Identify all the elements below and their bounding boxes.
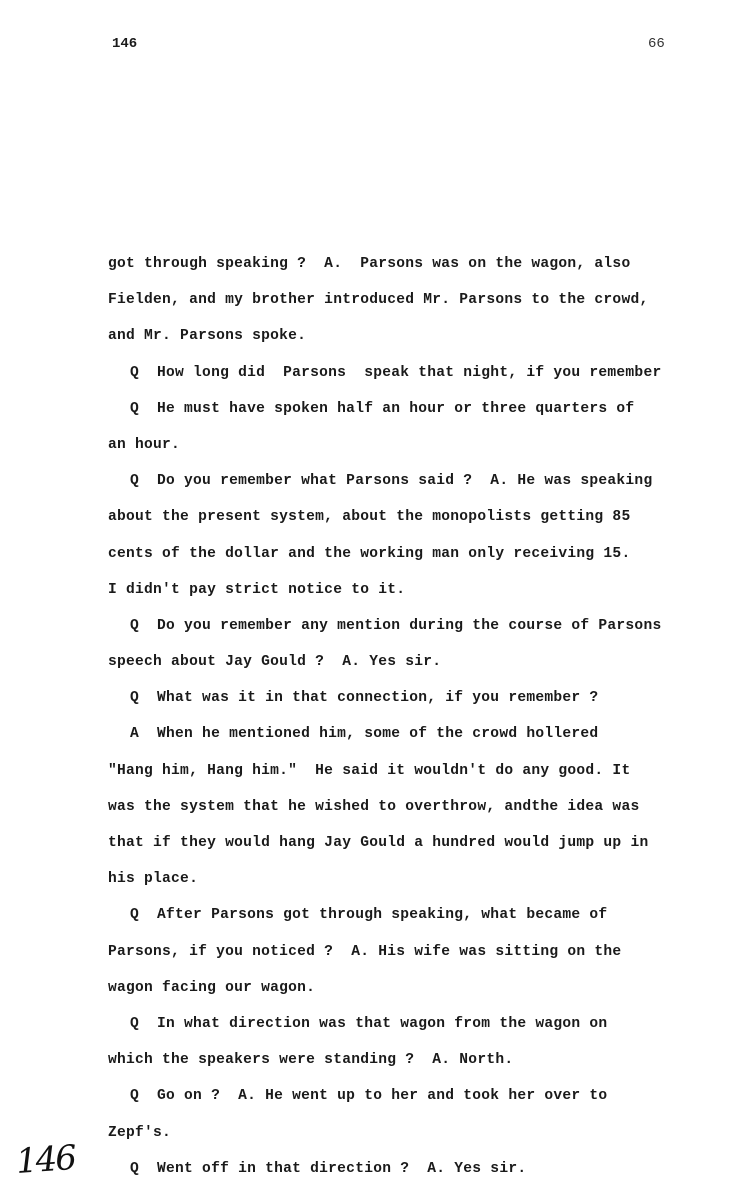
transcript-line: got through speaking ? A. Parsons was on the wagon, also [108,256,631,272]
transcript-line: about the present system, about the monopolists getting 85 [108,509,631,526]
transcript-line: an hour. [108,436,181,453]
transcript-line: was the system that he wished to overthrow, andthe idea was [108,798,640,815]
transcript-line: Fielden, and my brother introduced Mr. Parsons to the crowd, [108,292,649,309]
page-number-right: 66 [648,36,665,52]
transcript-body [108,253,708,1194]
transcript-line: Q Go on ? A. He went up to her and took her over to [130,1088,608,1105]
transcript-line: Q In what direction was that wagon from the wagon on [130,1015,608,1032]
transcript-line: A When he mentioned him, some of the crowd hollered [130,726,599,743]
transcript-line: "Hang him, Hang him." He said it wouldn't do any good. It [108,762,631,779]
transcript-line: Q Do you remember what Parsons said ? A. He was speaking [130,473,653,490]
transcript-line: Q Went off in that direction ? A. Yes sir. [130,1160,527,1177]
transcript-line: Q Do you remember any mention during the course of Parsons [130,617,662,634]
transcript-line: I didn't pay strict notice to it. [108,581,406,598]
transcript-line: Zepf's. [108,1124,172,1141]
handwritten-page-number: 146 [14,1137,77,1183]
transcript-line: speech about Jay Gould ? A. Yes sir. [108,654,442,671]
transcript-line: that if they would hang Jay Gould a hundred would jump up in [108,835,649,851]
transcript-line: wagon facing our wagon. [108,979,316,996]
page-number-left: 146 [112,36,138,52]
transcript-line: which the speakers were standing ? A. North. [108,1052,514,1069]
transcript-line: Q What was it in that connection, if you remember ? [130,690,599,707]
transcript-line: Q He must have spoken half an hour or three quarters of [130,400,635,417]
transcript-line: his place. [108,871,199,888]
transcript-line: cents of the dollar and the working man only receiving 15. [108,545,631,562]
transcript-line: and Mr. Parsons spoke. [108,328,307,345]
transcript-line: Q How long did Parsons speak that night, if you remember [130,364,662,381]
transcript-line: Q After Parsons got through speaking, what became of [130,907,608,924]
transcript-line: Parsons, if you noticed ? A. His wife was sitting on the [108,943,622,960]
